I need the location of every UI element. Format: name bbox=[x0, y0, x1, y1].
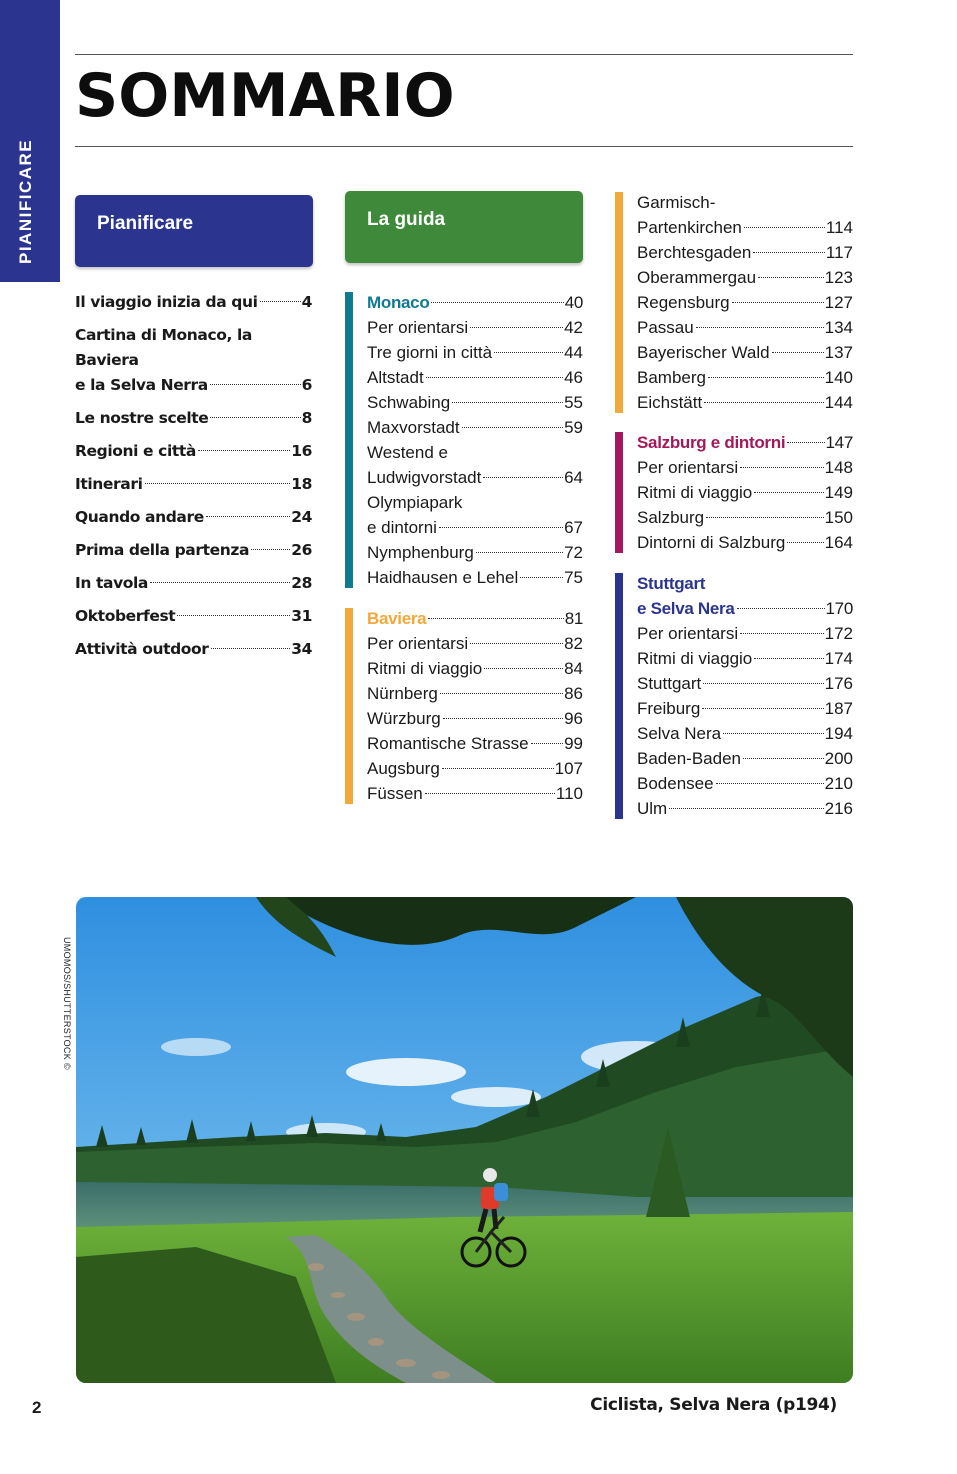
toc-entry[interactable]: Tre giorni in città 44 bbox=[367, 343, 583, 362]
toc-entry[interactable]: Partenkirchen 114 bbox=[637, 218, 853, 237]
landscape-illustration bbox=[76, 897, 853, 1383]
toc-entry[interactable]: Bayerischer Wald 137 bbox=[637, 343, 853, 362]
toc-entry[interactable]: Altstadt 46 bbox=[367, 368, 583, 387]
baviera-cont-color-bar bbox=[615, 192, 623, 413]
pianificare-header[interactable] bbox=[75, 195, 313, 267]
toc-entry[interactable]: Berchtesgaden 117 bbox=[637, 243, 853, 262]
toc-entry-line1[interactable]: Olympiapark bbox=[367, 493, 463, 512]
toc-entry[interactable]: Passau 134 bbox=[637, 318, 853, 337]
monaco-heading[interactable]: Monaco 40 bbox=[367, 293, 583, 312]
toc-entry[interactable]: Ritmi di viaggio 149 bbox=[637, 483, 853, 502]
toc-entry[interactable]: In tavola 28 bbox=[75, 574, 312, 592]
toc-entry[interactable]: Bodensee 210 bbox=[637, 774, 853, 793]
baviera-heading[interactable]: Baviera 81 bbox=[367, 609, 583, 628]
toc-entry[interactable]: Maxvorstadt 59 bbox=[367, 418, 583, 437]
toc-entry[interactable]: Haidhausen e Lehel 75 bbox=[367, 568, 583, 587]
toc-entry[interactable]: Schwabing 55 bbox=[367, 393, 583, 412]
salzburg-color-bar bbox=[615, 432, 623, 553]
toc-entry[interactable]: Baden-Baden 200 bbox=[637, 749, 853, 768]
monaco-color-bar bbox=[345, 292, 353, 588]
toc-entry[interactable]: Oktoberfest 31 bbox=[75, 607, 312, 625]
toc-entry-line1[interactable]: Garmisch- bbox=[637, 193, 716, 212]
cyclist-lake-photo bbox=[76, 897, 853, 1383]
toc-entry[interactable]: Itinerari 18 bbox=[75, 475, 312, 493]
monaco-section bbox=[345, 290, 583, 590]
toc-entry[interactable]: Salzburg 150 bbox=[637, 508, 853, 527]
salzburg-section bbox=[615, 430, 853, 555]
toc-entry[interactable]: Per orientarsi 82 bbox=[367, 634, 583, 653]
toc-entry[interactable]: Attività outdoor 34 bbox=[75, 640, 312, 658]
toc-entry[interactable]: Nymphenburg 72 bbox=[367, 543, 583, 562]
pianificare-list bbox=[75, 290, 312, 662]
toc-entry[interactable]: Il viaggio inizia da qui 4 bbox=[75, 293, 312, 311]
toc-entry[interactable]: Nürnberg 86 bbox=[367, 684, 583, 703]
stuttgart-section bbox=[615, 571, 853, 821]
toc-entry[interactable]: Ritmi di viaggio 174 bbox=[637, 649, 853, 668]
pianificare-header-label: Pianificare bbox=[97, 213, 194, 234]
toc-entry[interactable]: Per orientarsi 42 bbox=[367, 318, 583, 337]
toc-entry[interactable]: Regensburg 127 bbox=[637, 293, 853, 312]
guida-header[interactable] bbox=[345, 191, 583, 263]
toc-entry[interactable]: Stuttgart 176 bbox=[637, 674, 853, 693]
toc-entry[interactable]: Oberammergau 123 bbox=[637, 268, 853, 287]
photo-caption: Ciclista, Selva Nera (p194) bbox=[590, 1395, 837, 1415]
toc-entry[interactable]: Dintorni di Salzburg 164 bbox=[637, 533, 853, 552]
toc-entry[interactable]: Würzburg 96 bbox=[367, 709, 583, 728]
toc-entry[interactable]: Per orientarsi 148 bbox=[637, 458, 853, 477]
guida-header-label: La guida bbox=[367, 209, 446, 230]
section-side-tab bbox=[0, 0, 60, 282]
salzburg-heading[interactable]: Salzburg e dintorni 147 bbox=[637, 433, 853, 452]
page-number: 2 bbox=[32, 1398, 42, 1417]
toc-entry[interactable]: Füssen 110 bbox=[367, 784, 583, 803]
title-rule bbox=[75, 146, 853, 147]
toc-entry[interactable]: Ritmi di viaggio 84 bbox=[367, 659, 583, 678]
toc-entry[interactable]: Le nostre scelte 8 bbox=[75, 409, 312, 427]
side-tab-label: PIANIFICARE bbox=[16, 138, 35, 264]
toc-entry[interactable]: Bamberg 140 bbox=[637, 368, 853, 387]
toc-entry[interactable]: Romantische Strasse 99 bbox=[367, 734, 583, 753]
toc-entry[interactable]: Ludwigvorstadt 64 bbox=[367, 468, 583, 487]
baviera-section bbox=[345, 606, 583, 806]
stuttgart-heading[interactable]: e Selva Nera 170 bbox=[637, 599, 853, 618]
toc-entry[interactable]: Quando andare 24 bbox=[75, 508, 312, 526]
baviera-color-bar bbox=[345, 608, 353, 804]
photo-credit: UMOMOS/SHUTTERSTOCK © bbox=[62, 937, 72, 1070]
toc-entry[interactable]: Eichstätt 144 bbox=[637, 393, 853, 412]
toc-entry[interactable]: Ulm 216 bbox=[637, 799, 853, 818]
toc-entry[interactable]: Freiburg 187 bbox=[637, 699, 853, 718]
stuttgart-heading-line1[interactable]: Stuttgart bbox=[637, 574, 706, 593]
toc-entry[interactable]: Augsburg 107 bbox=[367, 759, 583, 778]
toc-entry-line1[interactable]: Cartina di Monaco, la Baviera bbox=[75, 326, 252, 369]
top-rule bbox=[75, 54, 853, 55]
toc-entry-line1[interactable]: Westend e bbox=[367, 443, 448, 462]
page-title: SOMMARIO bbox=[75, 61, 455, 131]
baviera-cont-section bbox=[615, 190, 853, 415]
toc-entry[interactable]: Prima della partenza 26 bbox=[75, 541, 312, 559]
stuttgart-color-bar bbox=[615, 573, 623, 819]
toc-entry[interactable]: Selva Nera 194 bbox=[637, 724, 853, 743]
toc-entry[interactable]: e dintorni 67 bbox=[367, 518, 583, 537]
toc-entry[interactable]: Regioni e città 16 bbox=[75, 442, 312, 460]
toc-entry[interactable]: e la Selva Nerra 6 bbox=[75, 376, 312, 394]
toc-entry[interactable]: Per orientarsi 172 bbox=[637, 624, 853, 643]
